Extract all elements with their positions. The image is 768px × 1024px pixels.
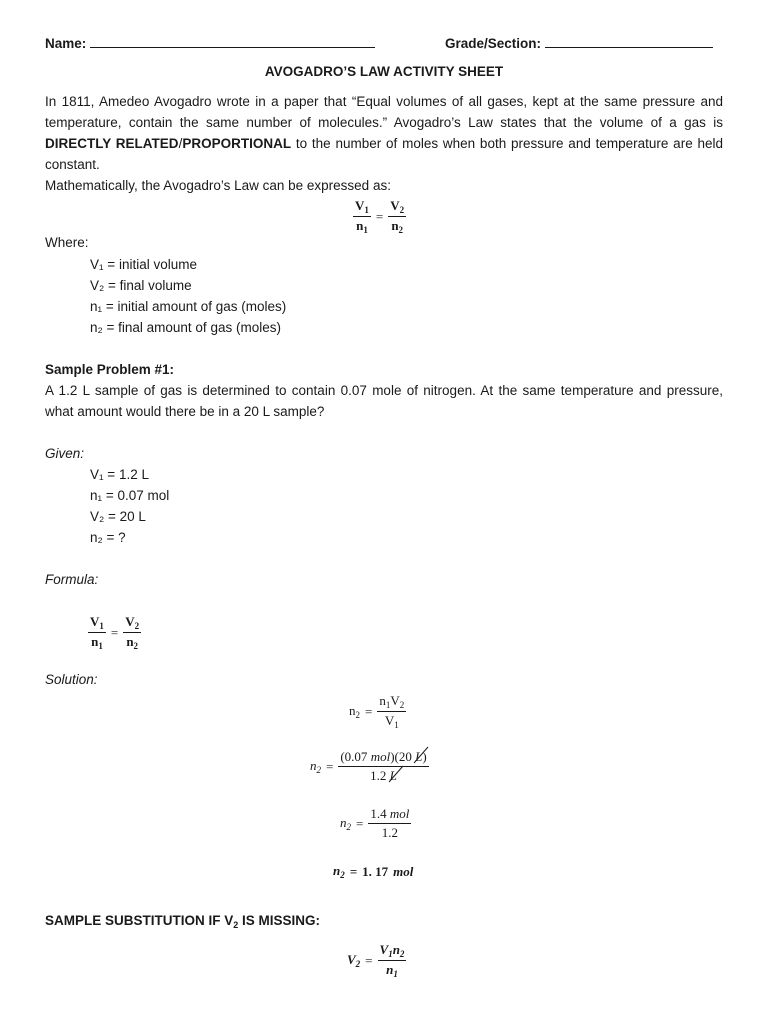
where-item: n₁ = initial amount of gas (moles) bbox=[90, 299, 287, 314]
where-item: n₂ = final amount of gas (moles) bbox=[90, 320, 281, 335]
where-item: V₁ = initial volume bbox=[90, 257, 197, 272]
formula-label: Formula: bbox=[45, 572, 99, 587]
sample-formula-right: $\frac{V_2}{n_2}$ bbox=[125, 614, 140, 651]
grade-section-field[interactable] bbox=[445, 35, 713, 51]
v2-fraction: $\frac{V_1n_2}{n_1}$ bbox=[379, 942, 405, 979]
avogadro-formula bbox=[353, 198, 406, 235]
page-title: AVOGADRO’S LAW ACTIVITY SHEET bbox=[264, 64, 504, 79]
step2-fraction: (0.07 mol)(20 L ) 1.2 L bbox=[340, 749, 427, 783]
name-blank-line[interactable] bbox=[90, 35, 375, 48]
given-item: n₂ = ? bbox=[90, 530, 126, 545]
formula-fraction-left: $\frac{V_1}{n_1}$ bbox=[355, 198, 369, 235]
sample-formula: $\frac{V_1}{n_1}$ = $\frac{V_2}{n_2}$ bbox=[90, 614, 140, 651]
sample-problem-heading: Sample Problem #1: bbox=[45, 362, 175, 377]
given-item: n₁ = 0.07 mol bbox=[90, 488, 170, 503]
sample-formula-left: $\frac{V_1}{n_1}$ bbox=[90, 614, 104, 651]
solution-step-2: $n_2$ = (0.07 mol)(20 L ) 1.2 L bbox=[310, 749, 427, 783]
intro-bold-related: DIRECTLY RELATED bbox=[45, 136, 179, 151]
step3-fraction: $\frac{\text{1.4 mol}}{1.2}$ bbox=[370, 806, 410, 840]
formula-equals: = bbox=[375, 208, 384, 224]
solution-answer: $n_2$ = 1. 17 mol bbox=[333, 863, 414, 880]
name-field[interactable] bbox=[45, 35, 375, 51]
given-label: Given: bbox=[45, 446, 85, 461]
solution-step-3: $n_2$ = $\frac{\text{1.4 mol}}{1.2}$ bbox=[340, 806, 410, 840]
sample-problem-text: A 1.2 L sample of gas is determined to contain 0.07 mole of nitrogen. At the same temperature and pressure, what amount would there be in a 20 L sample? bbox=[45, 383, 723, 419]
substitution-heading: SAMPLE SUBSTITUTION IF $V_2$ IS MISSING: bbox=[45, 913, 321, 930]
cancelled-unit-bottom: L bbox=[390, 768, 397, 784]
intro-paragraph bbox=[45, 91, 723, 175]
solution-step-1: $n_2$ = $\frac{n_1V_2}{V_1}$ bbox=[349, 693, 405, 730]
step1-fraction: $\frac{n_1V_2}{V_1}$ bbox=[379, 693, 405, 730]
name-label: Name: bbox=[45, 36, 87, 51]
v2-formula: $V_2$ = $\frac{V_1n_2}{n_1}$ bbox=[347, 942, 405, 979]
intro-text-1: In 1811, Amedeo Avogadro wrote in a paper that “Equal volumes of all gases, kept at the same pressure and temperature, contain the same number of molecules.” Avogadro’s Law states that the volume of a gas is bbox=[45, 94, 723, 130]
grade-section-label: Grade/Section: bbox=[445, 36, 542, 51]
where-label: Where: bbox=[45, 235, 89, 250]
formula-fraction-right: $\frac{V_2}{n_2}$ bbox=[390, 198, 405, 235]
grade-section-blank-line[interactable] bbox=[545, 35, 713, 48]
intro-slash: / bbox=[178, 136, 183, 151]
given-item: V₂ = 20 L bbox=[90, 509, 146, 524]
cancelled-unit-top: L bbox=[415, 749, 422, 765]
solution-label: Solution: bbox=[45, 672, 98, 687]
math-expression-line: Mathematically, the Avogadro’s Law can be expressed as: bbox=[45, 178, 391, 193]
intro-bold-proportional: PROPORTIONAL bbox=[182, 136, 292, 151]
answer-value: 1. 17 bbox=[362, 863, 389, 879]
where-item: V₂ = final volume bbox=[90, 278, 192, 293]
given-item: V₁ = 1.2 L bbox=[90, 467, 149, 482]
intro-text-2: to the number of moles when both pressure and temperature are held constant. bbox=[45, 136, 724, 172]
answer-unit: mol bbox=[393, 863, 414, 879]
